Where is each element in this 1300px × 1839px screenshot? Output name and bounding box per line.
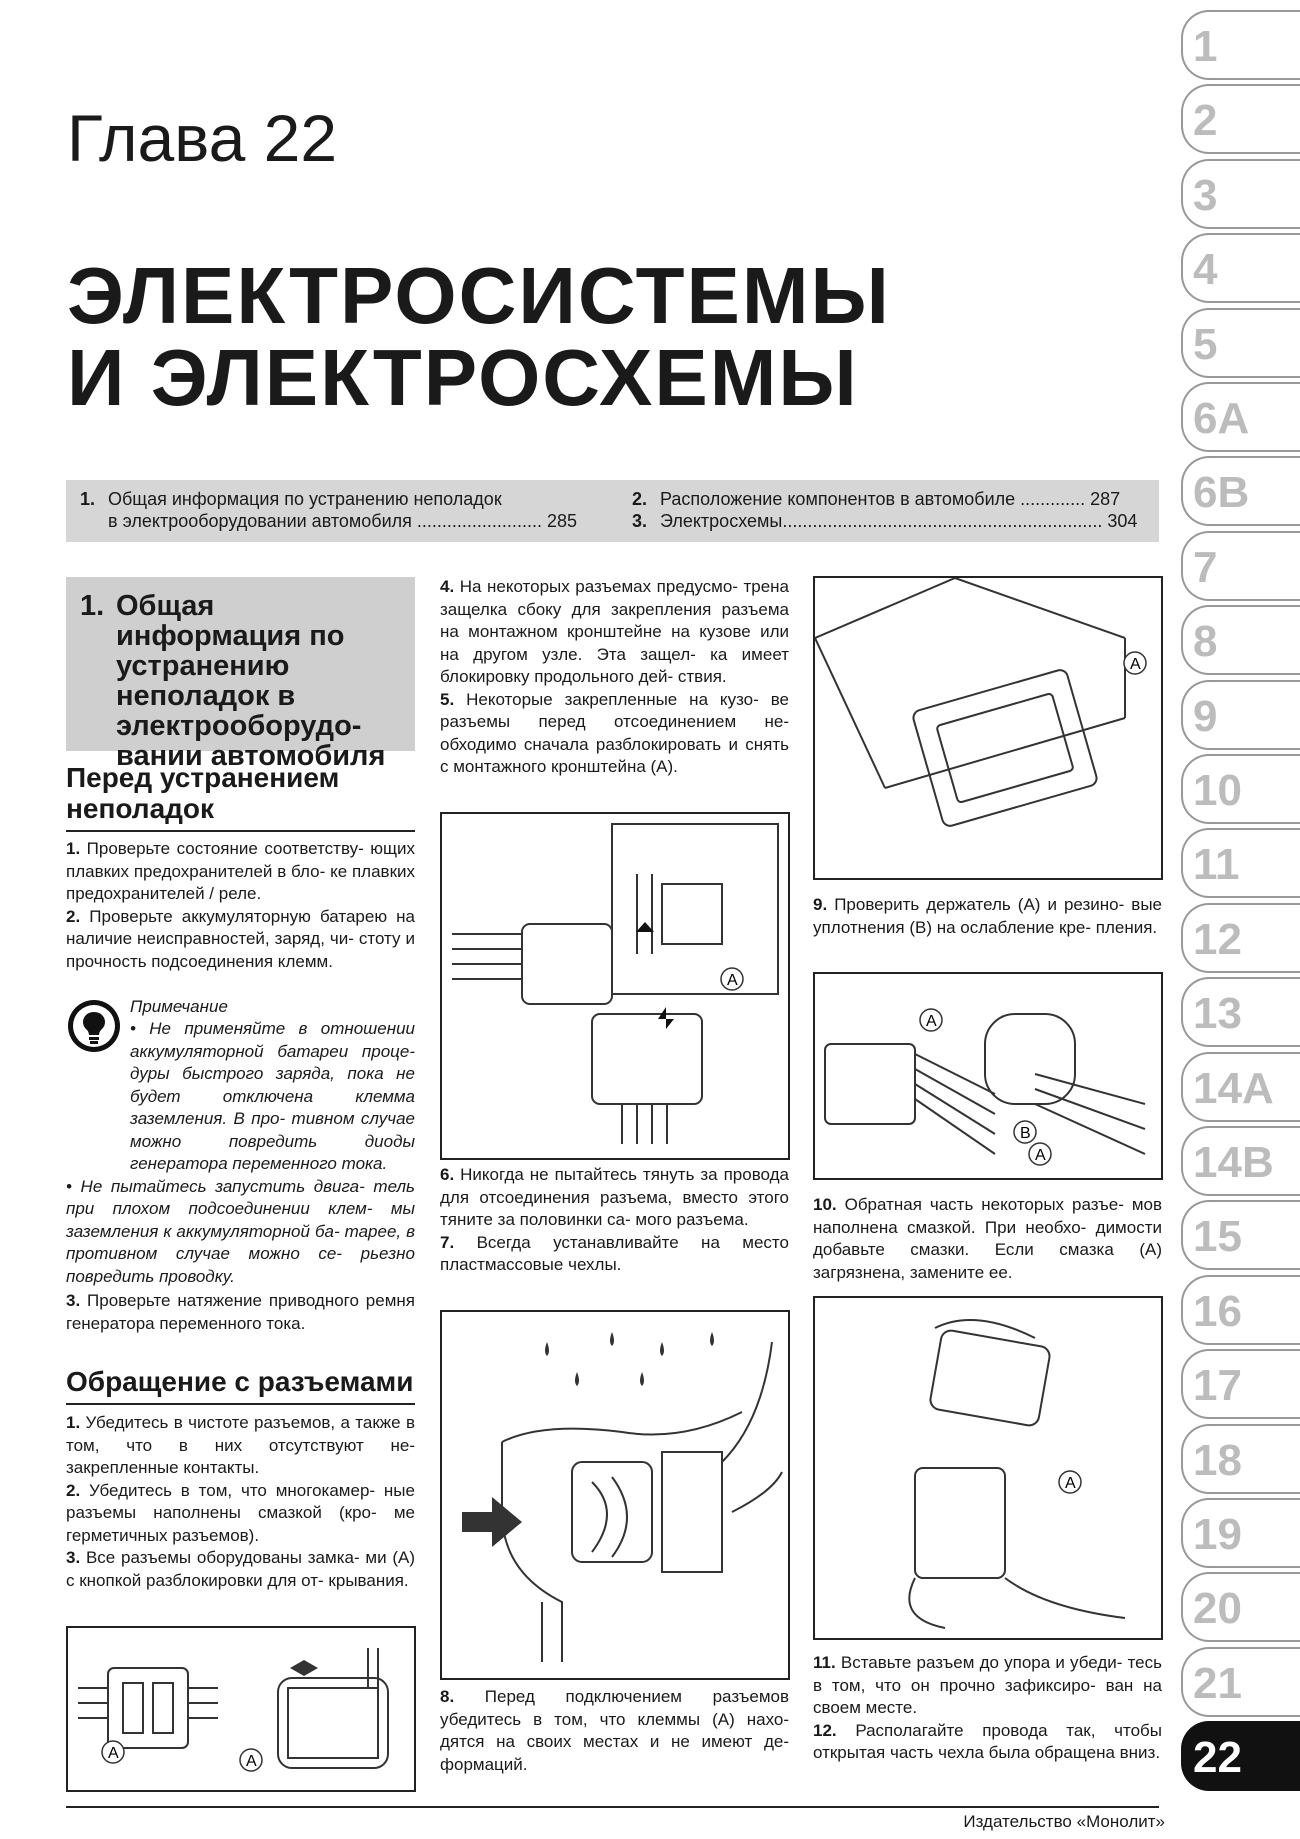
chapter-tab-label: 18 [1193, 1435, 1242, 1485]
chapter-tab-4[interactable] [1181, 233, 1300, 303]
chapter-tab-18[interactable] [1181, 1424, 1300, 1494]
toc-entry-3[interactable] [632, 510, 1152, 532]
list-item: 7. Всегда устанавливайте на место пластмассовые чехлы. [440, 1232, 789, 1274]
chapter-tab-label: 2 [1193, 96, 1218, 146]
list-item: 2. Проверьте аккумуляторную батарею на наличие неисправностей, заряд, чи- стоту и прочность подсоединения клемм. [66, 906, 415, 971]
chapter-tab-13[interactable] [1181, 977, 1300, 1047]
toc-entry-1[interactable] [80, 488, 600, 532]
label-a: A [246, 1753, 257, 1770]
chapter-tab-9[interactable] [1181, 680, 1300, 750]
label-a: A [926, 1013, 937, 1030]
figure-plastic-cover [440, 1310, 790, 1680]
list-item: 12. Располагайте провода так, чтобы открытая часть чехла была обращена вниз. [813, 1720, 1162, 1762]
chapter-tab-label: 14A [1193, 1063, 1274, 1113]
grease-icon [290, 1660, 318, 1676]
chapter-label: Глава 22 [67, 101, 338, 175]
chapter-tab-label: 1 [1193, 22, 1218, 71]
chapter-tab-6a[interactable] [1181, 382, 1300, 452]
chapter-tab-label: 6B [1193, 468, 1250, 518]
title-line-1: ЭЛЕКТРОСИСТЕМЫ [67, 251, 891, 340]
chapter-tab-3[interactable] [1181, 159, 1300, 229]
publisher-footer: Издательство «Монолит» [963, 1812, 1165, 1831]
chapter-tab-16[interactable] [1181, 1275, 1300, 1345]
toc-num: 3. [632, 511, 648, 531]
toc-num: 1. [80, 489, 96, 509]
chapter-tab-19[interactable] [1181, 1498, 1300, 1568]
chapter-tab-12[interactable] [1181, 903, 1300, 973]
toc-text: Общая информация по устранению неполадок [108, 489, 502, 509]
chapter-tab-20[interactable] [1181, 1572, 1300, 1642]
chapter-tab-label: 6A [1193, 394, 1250, 443]
list-item: 11. Вставьте разъем до упора и убеди- тесь в том, что он прочно зафиксиро- ван на своем месте. [813, 1653, 1162, 1717]
label-a: A [1130, 656, 1141, 673]
chapter-tab-21[interactable] [1181, 1647, 1300, 1717]
before-list [66, 838, 415, 973]
chapter-tab-5[interactable] [1181, 308, 1300, 378]
chapter-tab-17[interactable] [1181, 1349, 1300, 1419]
figure-holder-seals [813, 972, 1163, 1180]
chapter-tab-label: 8 [1193, 617, 1218, 667]
figure-grease-connector [813, 1296, 1163, 1640]
chapter-tab-label: 17 [1193, 1361, 1242, 1411]
title-line-2: И ЭЛЕКТРОСХЕМЫ [67, 333, 859, 422]
chapter-tab-label: 22 [1193, 1733, 1242, 1783]
figure-connector-locks [66, 1626, 416, 1792]
divider [66, 830, 415, 832]
chapter-tab-label: 11 [1193, 840, 1240, 890]
chapter-tab-label: 13 [1193, 989, 1242, 1039]
toc-text: Электросхемы................................................................ 304 [660, 511, 1138, 531]
toc-entry-2[interactable] [632, 488, 1152, 510]
chapter-tab-15[interactable] [1181, 1200, 1300, 1270]
label-a: A [727, 972, 738, 989]
chapter-tab-label: 15 [1193, 1212, 1242, 1262]
item-3: 3. Проверьте натяжение приводного ремня генератора переменного тока. [66, 1291, 415, 1333]
table-of-contents [66, 480, 1159, 542]
page-title [67, 251, 891, 422]
label-a: A [108, 1745, 119, 1762]
chapter-tab-6b[interactable] [1181, 456, 1300, 526]
figure-bracket-connector [440, 812, 790, 1160]
chapter-tab-label: 21 [1193, 1658, 1242, 1708]
col3-list-bottom [813, 1652, 1162, 1765]
label-b: B [1020, 1125, 1031, 1142]
chapter-tab-10[interactable] [1181, 754, 1300, 824]
figure-module-connector [813, 576, 1163, 880]
toc-text-2: в электрооборудовании автомобиля ......................... 285 [108, 511, 577, 531]
list-item: 5. Некоторые закрепленные на кузо- ве разъемы перед отсоединением не- обходимо сначала разблокировать и снять с монтажного кронштейна (А). [440, 689, 789, 776]
chapter-tab-14a[interactable] [1181, 1052, 1300, 1122]
chapter-tab-1[interactable] [1181, 10, 1300, 80]
chapter-tab-label: 5 [1193, 319, 1218, 369]
list-item: 3. Все разъемы оборудованы замка- ми (А) с кнопкой разблокировки для от- крывания. [66, 1548, 415, 1590]
list-item: 4. На некоторых разъемах предусмо- трена защелка сбоку для закрепления разъема на монтажном кронштейне на кузове или на другом узле. Эта защел- ка имеет блокировку продольного дей- ствия. [440, 577, 789, 686]
chapter-tab-label: 7 [1193, 542, 1218, 592]
chapter-tab-8[interactable] [1181, 605, 1300, 675]
connectors-list [66, 1412, 415, 1592]
label-a: A [1065, 1475, 1076, 1492]
heading-before-troubleshooting: Перед устранением неполадок [66, 762, 340, 824]
section-heading-box [66, 577, 415, 772]
chapter-tab-14b[interactable] [1181, 1126, 1300, 1196]
chapter-tab-label: 10 [1193, 766, 1242, 815]
chapter-tab-label: 4 [1193, 245, 1218, 295]
heading-connectors: Обращение с разъемами [66, 1366, 414, 1397]
note-item: • Не пытайтесь запустить двига- тель при плохом подсоединении клем- мы заземления к аккумуляторной ба- тарее, в противном случае можно се- рьезно повредить проводку. [66, 1176, 415, 1286]
chapter-tab-11[interactable] [1181, 828, 1300, 898]
list-item: 2. Убедитесь в том, что многокамер- ные разъемы наполнены смазкой (кро- ме герметичных разъемов). [66, 1480, 415, 1545]
list-item: 1. Проверьте состояние соответству- ющих плавких предохранителей в бло- ке плавких предохранителей / реле. [66, 839, 415, 903]
col2-list-mid [440, 1164, 789, 1277]
section-number: 1. [80, 590, 105, 622]
chapter-tab-label: 14B [1193, 1138, 1274, 1187]
chapter-tab-7[interactable] [1181, 531, 1300, 601]
list-item: 6. Никогда не пытайтесь тянуть за провода для отсоединения разъема, вместо этого тяните за половинки са- мого разъема. [440, 1165, 789, 1229]
divider [66, 1403, 415, 1405]
chapter-tab-label: 19 [1193, 1510, 1242, 1559]
label-a: A [1035, 1147, 1046, 1164]
note-title: Примечание [130, 997, 228, 1016]
note-body [66, 1018, 415, 1288]
chapter-tab-label: 12 [1193, 914, 1242, 964]
item-8: 8. Перед подключением разъемов убедитесь в том, что клеммы (А) нахо- дятся на своих местах и не имеют де- формаций. [440, 1687, 789, 1774]
section-title: Общая информация по устранению неполадок в электрооборудо- вании автомобиля [116, 590, 386, 772]
chapter-tab-2[interactable] [1181, 84, 1300, 154]
list-item: 1. Убедитесь в чистоте разъемов, а также в том, что в них отсутствуют не- закрепленные контакты. [66, 1413, 415, 1477]
chapter-tab-label: 9 [1193, 691, 1218, 741]
item-9: 9. Проверить держатель (А) и резино- вые уплотнения (В) на ослабление кре- пления. [813, 895, 1162, 937]
footer-rule [66, 1806, 1159, 1808]
item-10: 10. Обратная часть некоторых разъе- мов наполнена смазкой. При необхо- димости добавьте смазки. Если смазка (А) загрязнена, замените ее. [813, 1195, 1162, 1282]
chapter-tab-label: 20 [1193, 1584, 1242, 1634]
toc-text: Расположение компонентов в автомобиле ............. 287 [660, 489, 1121, 509]
toc-num: 2. [632, 489, 648, 509]
col2-list-top [440, 576, 789, 779]
note-item: • Не применяйте в отношении аккумуляторной батареи проце- дуры быстрого заряда, пока не будет отключена клемма заземления. В про- тивном случае можно повредить диоды генератора переменного тока. [130, 1019, 415, 1173]
chapter-tab-label: 16 [1193, 1286, 1242, 1336]
chapter-tab-label: 3 [1193, 170, 1218, 220]
chapter-tab-22[interactable] [1181, 1721, 1300, 1791]
